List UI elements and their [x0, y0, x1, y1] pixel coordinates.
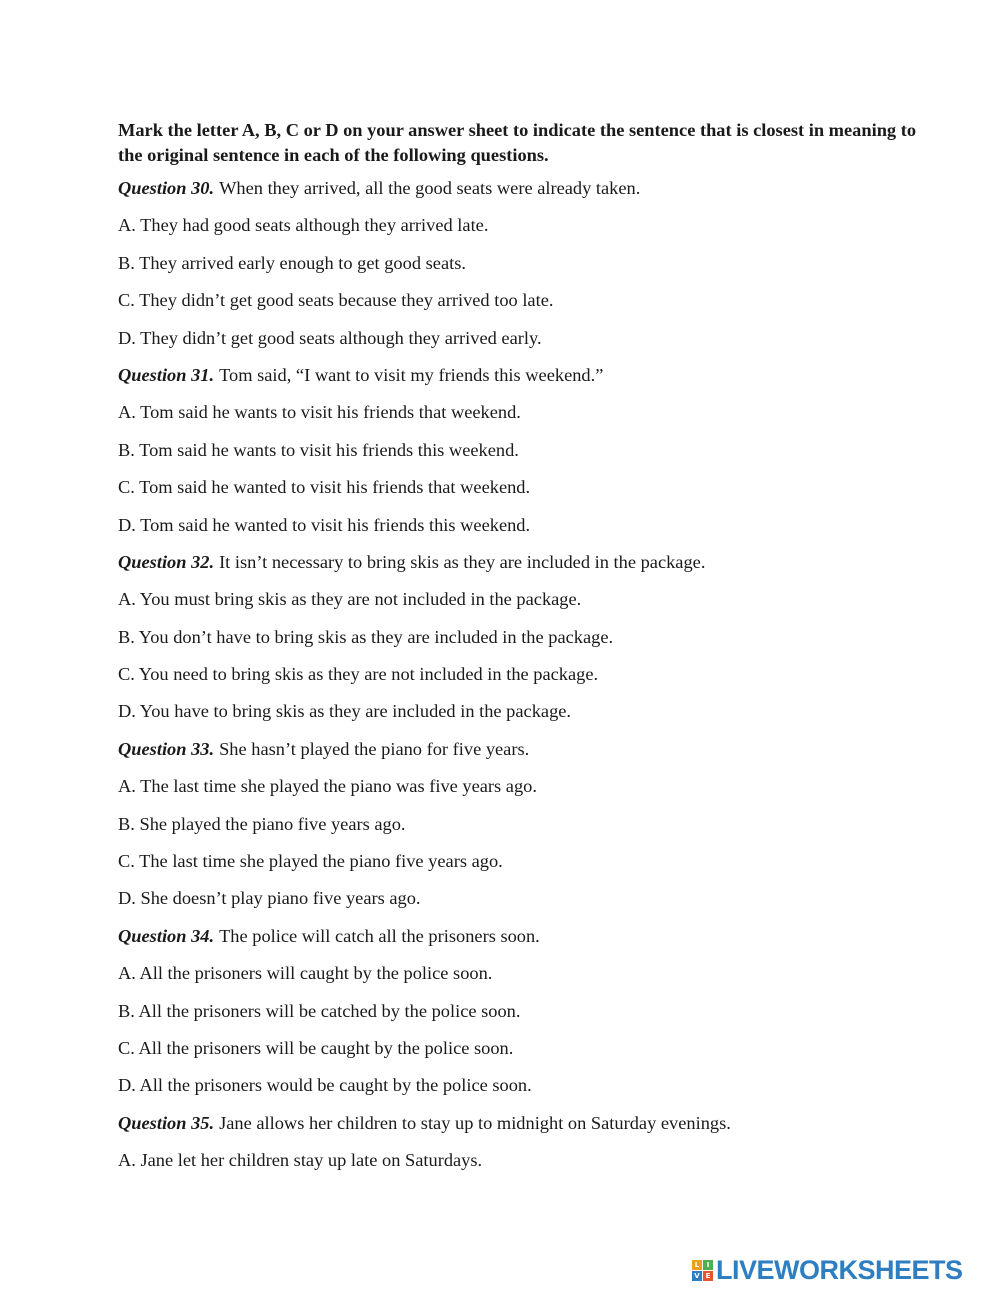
option-33-c: C. The last time she played the piano five years ago. [118, 851, 503, 872]
question-text: The police will catch all the prisoners soon. [219, 925, 540, 946]
question-text: When they arrived, all the good seats were already taken. [219, 178, 641, 198]
option-31-c: C. Tom said he wanted to visit his friends that weekend. [118, 477, 531, 498]
option-32-b: B. You don’t have to bring skis as they are included in the package. [118, 626, 614, 647]
option-34-a: A. All the prisoners will caught by the police soon. [118, 963, 493, 984]
logo-mark-tile: E [703, 1271, 713, 1281]
option-33-d: D. She doesn’t play piano five years ago. [118, 888, 421, 909]
option-30-a: A. They had good seats although they arrived late. [118, 215, 489, 236]
option-30-d: D. They didn’t get good seats although they arrived early. [118, 327, 542, 348]
logo-mark-tile: I [703, 1260, 713, 1270]
question-text: Tom said, “I want to visit my friends this weekend.” [219, 364, 604, 385]
option-31-b: B. Tom said he wants to visit his friends this weekend. [118, 439, 519, 460]
option-31-a: A. Tom said he wants to visit his friends that weekend. [118, 402, 521, 423]
option-34-d: D. All the prisoners would be caught by the police soon. [118, 1075, 532, 1096]
option-31-d: D. Tom said he wanted to visit his friends this weekend. [118, 514, 531, 535]
question-text: It isn’t necessary to bring skis as they are included in the package. [219, 551, 706, 572]
option-34-b: B. All the prisoners will be catched by the police soon. [118, 1000, 521, 1021]
option-33-a: A. The last time she played the piano was five years ago. [118, 776, 537, 797]
option-34-c: C. All the prisoners will be caught by the police soon. [118, 1037, 514, 1058]
instruction-text: Mark the letter A, B, C or D on your answer sheet to indicate the sentence that is closest in meaning to the original sentence in each of the following questions. [118, 120, 917, 165]
logo-mark-tile: L [692, 1260, 702, 1270]
question-30 [118, 176, 918, 201]
worksheet-page [118, 118, 918, 1186]
question-33 [118, 737, 918, 762]
option-32-d: D. You have to bring skis as they are included in the package. [118, 701, 572, 722]
question-32 [118, 550, 918, 575]
question-label: Question 35. [118, 1112, 215, 1133]
liveworksheets-logo-text: LIVEWORKSHEETS [716, 1255, 963, 1285]
liveworksheets-logo-icon [692, 1260, 713, 1281]
option-30-c: C. They didn’t get good seats because they arrived too late. [118, 290, 554, 311]
option-35-a: A. Jane let her children stay up late on Saturdays. [118, 1150, 483, 1171]
question-34 [118, 924, 918, 949]
question-label: Question 33. [118, 738, 215, 759]
logo-mark-tile: V [692, 1271, 702, 1281]
option-32-a: A. You must bring skis as they are not included in the package. [118, 589, 582, 610]
option-33-b: B. She played the piano five years ago. [118, 813, 406, 834]
question-text: She hasn’t played the piano for five years. [219, 738, 530, 759]
option-30-b: B. They arrived early enough to get good seats. [118, 252, 466, 273]
question-label: Question 34. [118, 925, 215, 946]
question-31 [118, 363, 918, 388]
question-label: Question 30. [118, 178, 215, 198]
question-35 [118, 1111, 918, 1136]
liveworksheets-logo[interactable] [692, 1256, 963, 1284]
option-32-c: C. You need to bring skis as they are not included in the package. [118, 664, 599, 685]
question-text: Jane allows her children to stay up to midnight on Saturday evenings. [219, 1112, 731, 1133]
question-label: Question 31. [118, 364, 215, 385]
question-label: Question 32. [118, 551, 215, 572]
